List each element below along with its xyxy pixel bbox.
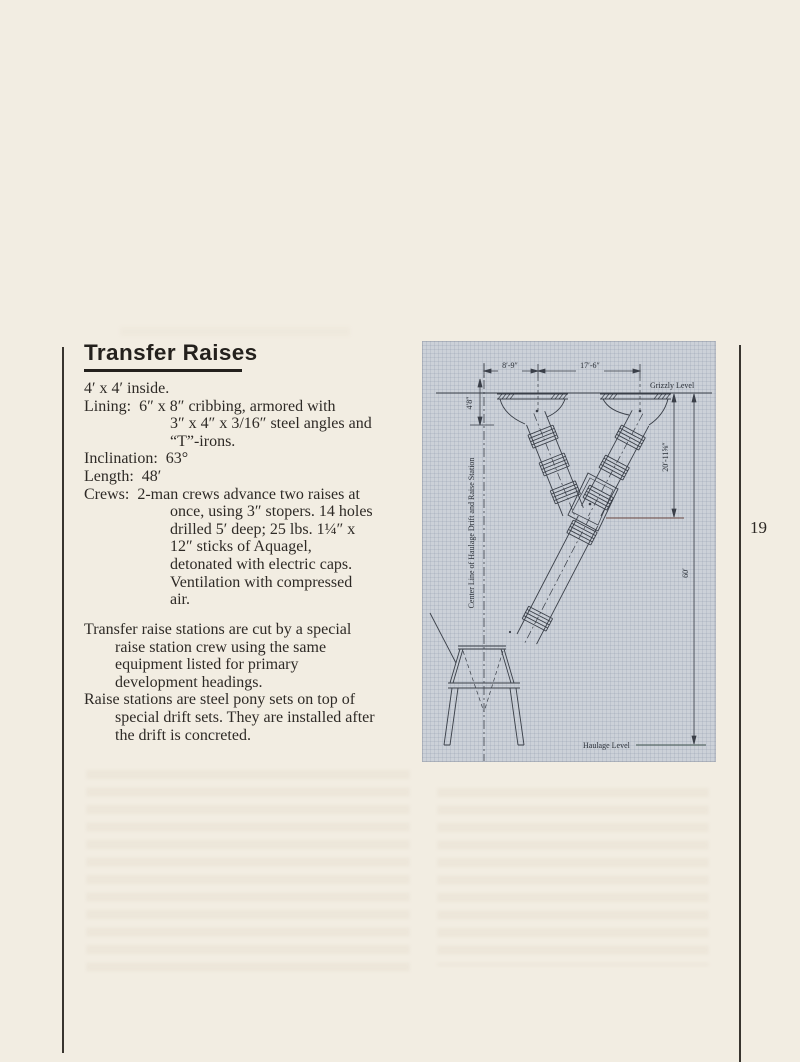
dim-label-17-6: 17′-6″: [580, 361, 600, 370]
spec-line: Length: 48′: [84, 467, 162, 485]
grizzly-funnel-right: [600, 394, 671, 425]
dim-label-60: 60′: [681, 568, 690, 578]
spec-line: once, using 3″ stopers. 14 holes: [170, 503, 373, 521]
raise-left: [521, 408, 588, 522]
paragraph-line: Raise stations are steel pony sets on top of: [84, 691, 356, 709]
body-paragraphs: [84, 621, 429, 744]
right-column-rule: [739, 345, 741, 1062]
grizzly-funnel-left: [497, 394, 568, 424]
spec-line: drilled 5′ deep; 25 lbs. 1¼″ x: [170, 520, 356, 538]
paragraph-line: raise station crew using the same: [115, 638, 327, 656]
raise-right: [576, 407, 654, 522]
paragraph-line: development headings.: [115, 673, 263, 691]
title-underline: [84, 369, 242, 372]
dim-label-8-9: 8′-9″: [502, 361, 518, 370]
dim-label-4-8: 4′8″: [465, 396, 474, 410]
spec-line: 3″ x 4″ x 3/16″ steel angles and: [170, 415, 372, 433]
spec-line: Lining: 6″ x 8″ cribbing, armored with: [84, 397, 336, 415]
spec-line: 12″ sticks of Aquagel,: [170, 538, 312, 556]
transfer-raise-diagram: [422, 341, 716, 762]
spec-line: Ventilation with compressed: [170, 573, 353, 591]
paragraph-line: the drift is concreted.: [115, 726, 251, 744]
upper-drop-dimension: [672, 394, 676, 517]
raise-merged: [512, 511, 602, 651]
top-dimension: [484, 364, 640, 411]
spec-line: air.: [170, 591, 190, 609]
spec-line: Inclination: 63°: [84, 450, 189, 468]
grizzly-level-label: Grizzly Level: [650, 381, 695, 390]
page-number: 19: [750, 518, 767, 537]
showthrough-right: [437, 788, 709, 966]
showthrough-left: [86, 770, 410, 975]
transfer-raise-figure: [422, 341, 716, 762]
centerline-label: Center Line of Haulage Drift and Raise Station: [467, 457, 476, 609]
haulage-level-label: Haulage Level: [583, 741, 630, 750]
spec-line: 4′ x 4′ inside.: [84, 380, 170, 397]
paragraph-line: special drift sets. They are installed after: [115, 708, 375, 726]
left-column-rule: [62, 347, 64, 1053]
spec-line: Crews: 2-man crews advance two raises at: [84, 485, 360, 503]
paragraph-line: Transfer raise stations are cut by a special: [84, 621, 352, 638]
spec-list: [84, 380, 429, 609]
dim-label-20-11: 20′-11⅝″: [661, 442, 670, 472]
paragraph-line: equipment listed for primary: [115, 656, 299, 674]
spec-line: “T”-irons.: [170, 432, 236, 450]
lower-left-line: [430, 613, 456, 663]
spec-line: detonated with electric caps.: [170, 555, 353, 573]
total-drop-dimension: [692, 394, 696, 744]
showthrough-top: [120, 327, 350, 340]
page-title: Transfer Raises: [84, 340, 258, 365]
